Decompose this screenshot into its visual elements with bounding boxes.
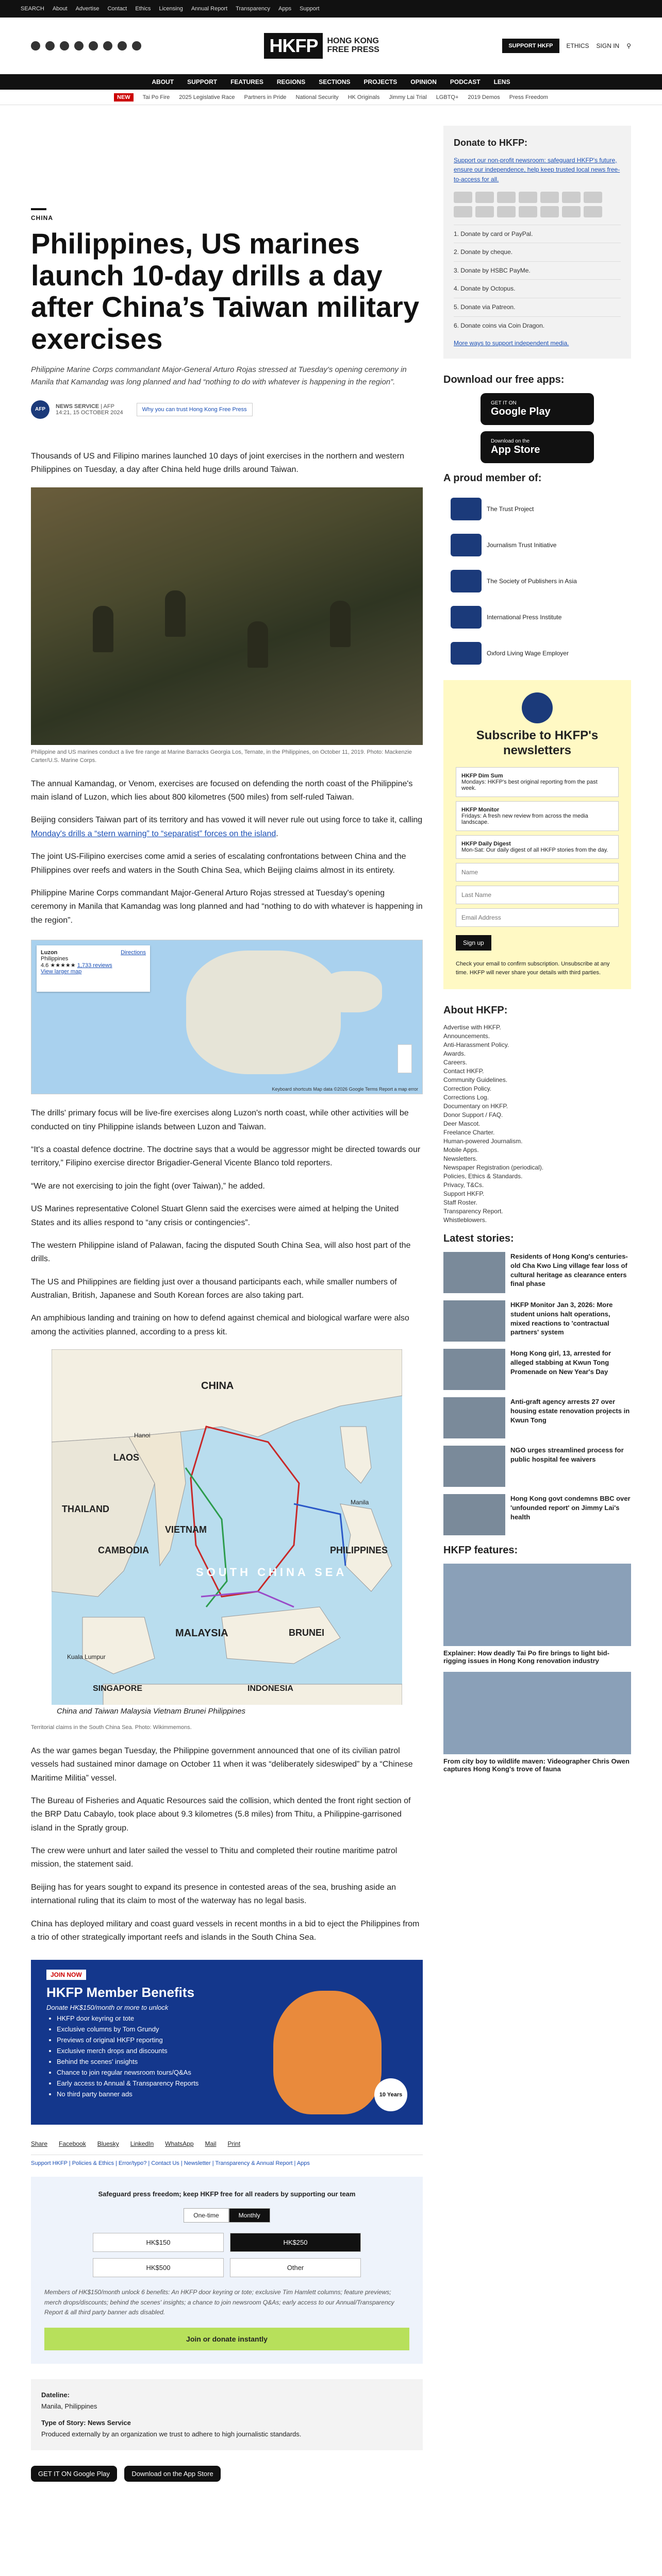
article	[31, 105, 423, 2482]
subscribe-note: Check your email to confirm subscription. Unsubscribe at any time. HKFP will never share your details with third parties.	[456, 961, 610, 976]
sopa-logo	[451, 570, 482, 592]
join-now-badge: JOIN NOW	[46, 1970, 86, 1980]
about-link[interactable]: Corrections Log.	[443, 1094, 489, 1101]
paragraph: The annual Kamandag, or Venom, exercises are focused on defending the north coast of the Philippine's main island of Luzon, which lies about 800 kilometres (500 miles) from self-ruled Taiwan.	[31, 779, 413, 802]
donate-intro[interactable]: Support our non-profit newsroom: safeguard HKFP's future, ensure our independence, help keep trusted local news free-to-access for all.	[454, 156, 620, 183]
about-link[interactable]: Announcements.	[443, 1032, 490, 1040]
about-link[interactable]: Privacy, T&Cs.	[443, 1181, 484, 1189]
story-thumbnail	[443, 1252, 505, 1293]
benefit-item: • Exclusive columns by Tom Grundy	[57, 2025, 407, 2033]
amount-option[interactable]: HK$150	[93, 2233, 224, 2252]
google-play-badge[interactable]: GET IT ON Google Play	[31, 2466, 117, 2482]
story-title: NGO urges streamlined process for public hospital fee waivers	[510, 1446, 624, 1463]
topbar-annual-report[interactable]: Annual Report	[191, 6, 228, 12]
member-org[interactable]: Oxford Living Wage Employer	[451, 642, 624, 665]
share-mail[interactable]: Mail	[205, 2140, 217, 2148]
payment-method[interactable]: 5. Donate via Patreon.	[454, 298, 621, 316]
paragraph: The western Philippine island of Palawan, facing the disputed South China Sea, will also host part of the drills.	[31, 1241, 411, 1264]
paragraph: The crew were unhurt and later sailed the vessel to Thitu and completed their routine maritime patrol mission, the statement said.	[31, 1846, 398, 1869]
nav-podcast[interactable]: PODCAST	[450, 78, 481, 86]
map-label-laos: LAOS	[113, 1452, 140, 1463]
last-name-input[interactable]	[456, 886, 619, 904]
frequency-toggle	[44, 2208, 409, 2223]
ethics-link[interactable]: ETHICS	[566, 42, 589, 49]
byline-agency: AFP	[103, 403, 114, 410]
threads-icon[interactable]	[132, 41, 141, 50]
topbar-licensing[interactable]: Licensing	[159, 6, 183, 12]
amount-option[interactable]: HK$500	[93, 2258, 224, 2277]
map-label-brunei: BRUNEI	[289, 1628, 325, 1638]
about-link[interactable]: Freelance Charter.	[443, 1129, 495, 1137]
payment-icons	[454, 192, 621, 217]
more-ways-link[interactable]: More ways to support independent media.	[454, 340, 569, 347]
latest-story[interactable]	[443, 1349, 631, 1390]
payment-method[interactable]: 6. Donate coins via Coin Dragon.	[454, 316, 621, 335]
about-link[interactable]: Careers.	[443, 1059, 468, 1066]
nav-lens[interactable]: LENS	[493, 78, 510, 86]
newsletter-signup	[443, 680, 631, 990]
subnav-item[interactable]: Jimmy Lai Trial	[389, 94, 427, 100]
about-link[interactable]: Contact HKFP.	[443, 1067, 484, 1075]
topbar-transparency[interactable]: Transparency	[236, 6, 270, 12]
publish-date: 14:21, 15 OCTOBER 2024	[56, 409, 123, 416]
story-title: Hong Kong govt condemns BBC over 'unfounded report' on Jimmy Lai's health	[510, 1495, 631, 1521]
subscribe-heading: Subscribe to HKFP's newsletters	[476, 728, 599, 757]
benefit-item: • Chance to join regular newsroom tours/Q&As	[57, 2069, 407, 2076]
nav-opinion[interactable]: OPINION	[410, 78, 437, 86]
subnav-item[interactable]: HK Originals	[347, 94, 380, 100]
embedded-map[interactable]	[31, 940, 423, 1094]
story-title: Residents of Hong Kong's centuries-old Cha Kwo Ling village fear loss of cultural heritage as clearance enters final phase	[510, 1252, 628, 1288]
map-label-vietnam: VIETNAM	[165, 1524, 207, 1535]
map-legend: China and Taiwan Malaysia Vietnam Brunei Philippines	[57, 1707, 246, 1716]
youtube-icon[interactable]	[74, 41, 84, 50]
about-link[interactable]: Mobile Apps.	[443, 1146, 479, 1154]
map-label-singapore: SINGAPORE	[93, 1684, 143, 1693]
feature-story[interactable]	[443, 1672, 631, 1773]
latest-story[interactable]	[443, 1300, 631, 1342]
app-store-badge[interactable]: Download on the App Store	[124, 2466, 220, 2482]
paragraph: An amphibious landing and training on how to defend against chemical and biological warfare were also among the activities planned, according to a press kit.	[31, 1314, 409, 1336]
member-org[interactable]: Journalism Trust Initiative	[451, 534, 624, 556]
member-org[interactable]: The Society of Publishers in Asia	[451, 570, 624, 592]
subnav-item[interactable]: 2025 Legislative Race	[179, 94, 235, 100]
amount-option[interactable]: HK$250	[230, 2233, 361, 2252]
latest-heading: Latest stories:	[443, 1233, 514, 1245]
subnav-item[interactable]: Partners in Pride	[244, 94, 287, 100]
ipi-logo	[451, 606, 482, 629]
share-facebook[interactable]: Facebook	[59, 2140, 86, 2148]
search-icon[interactable]: ⚲	[626, 42, 631, 49]
new-badge: NEW	[114, 93, 134, 101]
latest-story[interactable]	[443, 1494, 631, 1535]
paragraph: Thousands of US and Filipino marines launched 10 days of joint exercises in the northern and western Philippines on Tuesday, a day after China held huge drills around Taiwan.	[31, 451, 404, 474]
map-place: Luzon	[41, 950, 58, 956]
map-label-thailand: THAILAND	[62, 1504, 109, 1515]
latest-story[interactable]	[443, 1252, 631, 1293]
paragraph: The drills' primary focus will be live-fire exercises along Luzon's north coast, while other activities will be conducted on tiny Philippine islands between Luzon and Taiwan.	[31, 1109, 409, 1131]
about-link[interactable]: Advertise with HKFP.	[443, 1024, 501, 1031]
about-list	[443, 1024, 631, 1224]
article-title: Philippines, US marines launch 10-day drills a day after China’s Taiwan military exercises	[31, 227, 420, 355]
share-whatsapp[interactable]: WhatsApp	[165, 2140, 194, 2148]
map-label-cambodia: CAMBODIA	[98, 1545, 149, 1556]
one-time-tab[interactable]: One-time	[184, 2208, 228, 2223]
story-meta	[31, 2379, 423, 2450]
map-label-china: CHINA	[201, 1380, 234, 1392]
benefit-item: • Early access to Annual & Transparency Reports	[57, 2079, 407, 2087]
about-link[interactable]: Deer Mascot.	[443, 1120, 481, 1128]
latest-story[interactable]	[443, 1397, 631, 1438]
paragraph: US Marines representative Colonel Stuart Glenn said the exercises were aimed at helping the United States and its allies respond to “any crisis or contingencies”.	[31, 1205, 399, 1227]
about-link[interactable]: Newspaper Registration (periodical).	[443, 1164, 544, 1172]
story-thumbnail	[443, 1300, 505, 1342]
story-type-value: Produced externally by an organization we trust to adhere to high journalistic standards.	[41, 2430, 302, 2438]
latest-stories	[443, 1252, 631, 1535]
paragraph: The US and Philippines are fielding just over a thousand participants each, while smaller numbers of Australian, British, Japanese and South Korean forces are also taking part.	[31, 1277, 397, 1300]
nav-sections[interactable]: SECTIONS	[319, 78, 351, 86]
paragraph: Beijing considers Taiwan part of its territory and has vowed it will never rule out using force to take it, calling Monday's drills a “stern warning” to “separatist” forces on the island.	[31, 816, 423, 838]
site-logo[interactable]	[264, 33, 379, 59]
instagram-icon[interactable]	[45, 41, 55, 50]
nav-about[interactable]: ABOUT	[152, 78, 174, 86]
author-avatar: AFP	[31, 400, 49, 419]
apps-heading: Download our free apps:	[443, 374, 565, 385]
about-link[interactable]: Documentary on HKFP.	[443, 1103, 508, 1110]
share-linkedin[interactable]: LinkedIn	[130, 2140, 154, 2148]
paragraph: Philippine Marine Corps commandant Major-General Arturo Rojas stressed at Tuesday's opening ceremony in Manila that Kamandag was long planned and had “nothing to do with whatever is happening in the region”.	[31, 889, 423, 925]
byline-author[interactable]: NEWS SERVICE	[56, 403, 100, 410]
donate-box	[443, 126, 631, 359]
donate-heading: Donate to HKFP:	[454, 138, 527, 148]
amount-option[interactable]: Other	[230, 2258, 361, 2277]
facebook-icon[interactable]	[31, 41, 40, 50]
newsletter-option[interactable]: HKFP Monitor Fridays: A fresh new review from across the media landscape.	[456, 801, 619, 831]
photo-caption: Philippine and US marines conduct a live fire range at Marine Barracks Georgia Los, Ternate, in the Philippines, on October 11, 2019. Photo: Mackenzie Carter/U.S. Marine Corps.	[31, 749, 412, 764]
linkedin-icon[interactable]	[118, 41, 127, 50]
about-link[interactable]: Staff Roster.	[443, 1199, 477, 1207]
feature-stories	[443, 1564, 631, 1773]
view-larger-map[interactable]: View larger map	[41, 969, 82, 975]
dateline-value: Manila, Philippines	[41, 2402, 97, 2411]
topbar-about[interactable]: About	[52, 6, 68, 12]
x-icon[interactable]	[60, 41, 69, 50]
map-caption: Territorial claims in the South China Sea. Photo: Wikimmemons.	[31, 1724, 192, 1731]
feature-title: Explainer: How deadly Tai Po fire brings to light bid-rigging issues in Hong Kong renovation industry	[443, 1649, 609, 1665]
promo-subtitle: Donate HK$150/month or more to unlock	[46, 2004, 169, 2012]
nav-regions[interactable]: REGIONS	[276, 78, 306, 86]
about-link[interactable]: Policies, Ethics & Standards.	[443, 1173, 523, 1180]
sub-nav	[0, 90, 662, 105]
ten-years-badge: 10 Years	[374, 2078, 407, 2111]
amount-options	[93, 2233, 361, 2277]
payment-method[interactable]: 4. Donate by Octopus.	[454, 279, 621, 298]
benefit-item: • No third party banner ads	[57, 2090, 407, 2098]
hkfp-badge-icon	[522, 692, 553, 723]
social-links	[31, 41, 141, 50]
about-link[interactable]: Transparency Report.	[443, 1208, 503, 1215]
story-type-label: Type of Story: News Service	[41, 2419, 131, 2427]
story-title: Anti-graft agency arrests 27 over housing estate renovation projects in Kwun Tong	[510, 1398, 630, 1424]
map-label-manila: Manila	[351, 1499, 369, 1506]
telegram-icon[interactable]	[89, 41, 98, 50]
donate-note: Members of HK$150/month unlock 6 benefits: An HKFP door keyring or tote; exclusive Tim Hamlett columns; feature previews; merch drops/discounts; behind the scenes' insights; a chance to join newsroom Q&As; early access to our Annual/Transparency Report & all third party banner ads disabled.	[44, 2289, 394, 2316]
paragraph: “We are not exercising to join the fight (over Taiwan),” he added.	[31, 1181, 265, 1191]
logo-mark: HKFP	[264, 33, 323, 59]
share-bluesky[interactable]: Bluesky	[97, 2140, 119, 2148]
benefit-item: • Previews of original HKFP reporting	[57, 2036, 407, 2044]
first-name-input[interactable]	[456, 863, 619, 882]
about-heading: About HKFP:	[443, 1005, 508, 1016]
map-country: Philippines	[41, 956, 69, 962]
subnav-item[interactable]: LGBTQ+	[436, 94, 459, 100]
paragraph: “It's a coastal defence doctrine. The doctrine says that a would be aggressor might be directed towards our territory,” Filipino exercise director Brigadier-General Vicente Blanco told reporters.	[31, 1145, 421, 1168]
paragraph: Beijing has for years sought to expand its presence in contested areas of the sea, brushing aside an international ruling that its claim to most of the waterway has no legal basis.	[31, 1883, 396, 1906]
marines-photo	[31, 487, 423, 745]
about-link[interactable]: Whistleblowers.	[443, 1216, 487, 1224]
dateline-label: Dateline:	[41, 2391, 70, 2399]
promo-title: HKFP Member Benefits	[46, 1985, 195, 2001]
story-title: Hong Kong girl, 13, arrested for alleged stabbing at Kwun Tong Promenade on New Year's Day	[510, 1349, 611, 1376]
directions-link[interactable]: Directions	[121, 950, 146, 956]
sign-in-link[interactable]: SIGN IN	[596, 42, 620, 49]
story-thumbnail	[443, 1446, 505, 1487]
paragraph: The joint US-Filipino exercises come amid a series of escalating confrontations between China and the Philippines over reefs and waters in the South China Sea, which Beijing claims almost in its entirety.	[31, 852, 406, 875]
benefit-item: • Exclusive merch drops and discounts	[57, 2047, 407, 2055]
drills-link[interactable]: Monday's drills a “stern warning” to “separatist” forces on the island	[31, 829, 276, 838]
member-heading: A proud member of:	[443, 472, 542, 484]
article-footer-links[interactable]: Support HKFP | Policies & Ethics | Error/typo? | Contact Us | Newsletter | Transparency & Annual Report | Apps	[31, 2155, 423, 2166]
about-link[interactable]: Community Guidelines.	[443, 1076, 508, 1084]
share-bar	[31, 2140, 423, 2147]
subnav-item[interactable]: National Security	[295, 94, 339, 100]
deer-mascot	[273, 1991, 382, 2114]
subnav-item[interactable]: Tai Po Fire	[142, 94, 170, 100]
share-print[interactable]: Print	[227, 2140, 241, 2148]
map-label-indonesia: INDONESIA	[247, 1684, 293, 1693]
topbar-ethics[interactable]: Ethics	[135, 6, 151, 12]
story-thumbnail	[443, 1397, 505, 1438]
sign-up-button[interactable]: Sign up	[456, 935, 491, 951]
map-info-card	[37, 945, 150, 992]
story-thumbnail	[443, 1494, 505, 1535]
about-link[interactable]: Newsletters.	[443, 1155, 478, 1163]
map-label-kuala-lumpur: Kuala Lumpur	[67, 1653, 106, 1661]
south-china-sea-map	[52, 1349, 402, 1720]
paragraph: The Bureau of Fisheries and Aquatic Resources said the collision, which dented the front right section of the BRP Datu Cabaylo, took place about 9.3 kilometres (5.8 miles) from Thitu, a Philippine-garrisoned island in the Spratly group.	[31, 1796, 411, 1833]
site-header	[0, 18, 662, 74]
payment-method[interactable]: 3. Donate by HSBC PayMe.	[454, 261, 621, 280]
benefit-item: • Behind the scenes' insights	[57, 2058, 407, 2065]
map-label-sea: SOUTH CHINA SEA	[196, 1566, 347, 1579]
map-label-philippines: PHILIPPINES	[330, 1545, 388, 1556]
top-bar	[0, 0, 662, 18]
nav-projects[interactable]: PROJECTS	[363, 78, 398, 86]
payment-methods	[454, 225, 621, 335]
paragraph: As the war games began Tuesday, the Philippine government announced that one of its civilian patrol vessels had sustained minor damage on October 11 when it was “deliberately sideswiped” by a “Chinese Maritime Militia” vessel.	[31, 1746, 413, 1783]
map-credit: Keyboard shortcuts Map data ©2026 Google Terms Report a map error	[272, 1087, 418, 1092]
paragraph: China has deployed military and coast guard vessels in recent months in a bid to eject the Philippines from a trio of other strategically important reefs and islands in the South China Sea.	[31, 1919, 420, 1942]
topbar-apps[interactable]: Apps	[278, 6, 292, 12]
map-rating: 4.6 ★★★★★	[41, 962, 76, 969]
member-org[interactable]: International Press Institute	[451, 606, 624, 629]
feature-story[interactable]	[443, 1564, 631, 1665]
subnav-item[interactable]: 2019 Demos	[468, 94, 500, 100]
email-input[interactable]	[456, 908, 619, 927]
nav-support[interactable]: SUPPORT	[187, 78, 218, 86]
map-reviews[interactable]: 1,733 reviews	[77, 962, 112, 969]
about-link[interactable]: Anti-Harassment Policy.	[443, 1041, 509, 1049]
story-title: HKFP Monitor Jan 3, 2026: More student unions halt operations, mixed reactions to 'contractual partners' system	[510, 1301, 613, 1336]
nav-features[interactable]: FEATURES	[230, 78, 263, 86]
topbar-contact[interactable]: Contact	[107, 6, 127, 12]
newsletter-option[interactable]: HKFP Daily Digest Mon-Sat: Our daily digest of all HKFP stories from the day.	[456, 835, 619, 859]
donate-title: Safeguard press freedom; keep HKFP free for all readers by supporting our team	[98, 2190, 356, 2198]
about-link[interactable]: Correction Policy.	[443, 1085, 492, 1093]
member-org[interactable]: The Trust Project	[451, 498, 624, 520]
logo-line-2: FREE PRESS	[327, 45, 379, 54]
topbar-search[interactable]: SEARCH	[21, 6, 44, 12]
payment-method[interactable]: 1. Donate by card or PayPal.	[454, 225, 621, 243]
about-link[interactable]: Awards.	[443, 1050, 466, 1058]
subnav-item[interactable]: Press Freedom	[509, 94, 548, 100]
bluesky-icon[interactable]	[103, 41, 112, 50]
logo-line-1: HONG KONG	[327, 36, 379, 45]
main-nav	[0, 74, 662, 90]
about-link[interactable]: Human-powered Journalism.	[443, 1138, 523, 1145]
category-rule	[31, 208, 46, 210]
trust-project-logo	[451, 498, 482, 520]
newsletter-option[interactable]: HKFP Dim Sum Mondays: HKFP's best original reporting from the past week.	[456, 767, 619, 797]
about-link[interactable]: Support HKFP.	[443, 1190, 485, 1198]
map-label-malaysia: MALAYSIA	[175, 1628, 228, 1639]
topbar-advertise[interactable]: Advertise	[75, 6, 100, 12]
trust-link[interactable]: Why you can trust Hong Kong Free Press	[137, 403, 253, 416]
map-label-hanoi: Hanoi	[134, 1432, 151, 1439]
feature-title: From city boy to wildlife maven: Videographer Chris Owen captures Hong Kong's trove of fauna	[443, 1757, 630, 1773]
monthly-tab[interactable]: Monthly	[229, 2208, 270, 2223]
join-donate-button[interactable]: Join or donate instantly	[44, 2328, 409, 2350]
features-heading: HKFP features:	[443, 1545, 518, 1556]
member-benefits-promo[interactable]	[31, 1960, 423, 2125]
living-wage-logo	[451, 642, 482, 665]
latest-story[interactable]	[443, 1446, 631, 1487]
app-store-button[interactable]: Download on the App Store	[481, 431, 594, 463]
article-category[interactable]: CHINA	[31, 214, 53, 222]
jti-logo	[451, 534, 482, 556]
benefit-item: • HKFP door keyring or tote	[57, 2014, 407, 2022]
support-button[interactable]: SUPPORT HKFP	[502, 39, 559, 53]
payment-method[interactable]: 2. Donate by cheque.	[454, 243, 621, 261]
byline: AFP NEWS SERVICE | AFP 14:21, 15 OCTOBER 2024 Why you can trust Hong Kong Free Press	[31, 400, 423, 419]
story-thumbnail	[443, 1349, 505, 1390]
google-play-button[interactable]: GET IT ON Google Play	[481, 393, 594, 425]
donate-widget	[31, 2177, 423, 2364]
share-label: Share	[31, 2140, 48, 2148]
feature-thumbnail	[443, 1564, 631, 1646]
article-dek: Philippine Marine Corps commandant Major-General Arturo Rojas stressed at Tuesday's opening ceremony in Manila that Kamandag was long planned and had “nothing to do with whatever is happening in the region”.	[31, 365, 407, 386]
zoom-controls[interactable]	[398, 1044, 412, 1073]
feature-thumbnail	[443, 1672, 631, 1754]
about-link[interactable]: Donor Support / FAQ.	[443, 1111, 503, 1119]
sidebar	[443, 105, 631, 2482]
topbar-support[interactable]: Support	[300, 6, 320, 12]
